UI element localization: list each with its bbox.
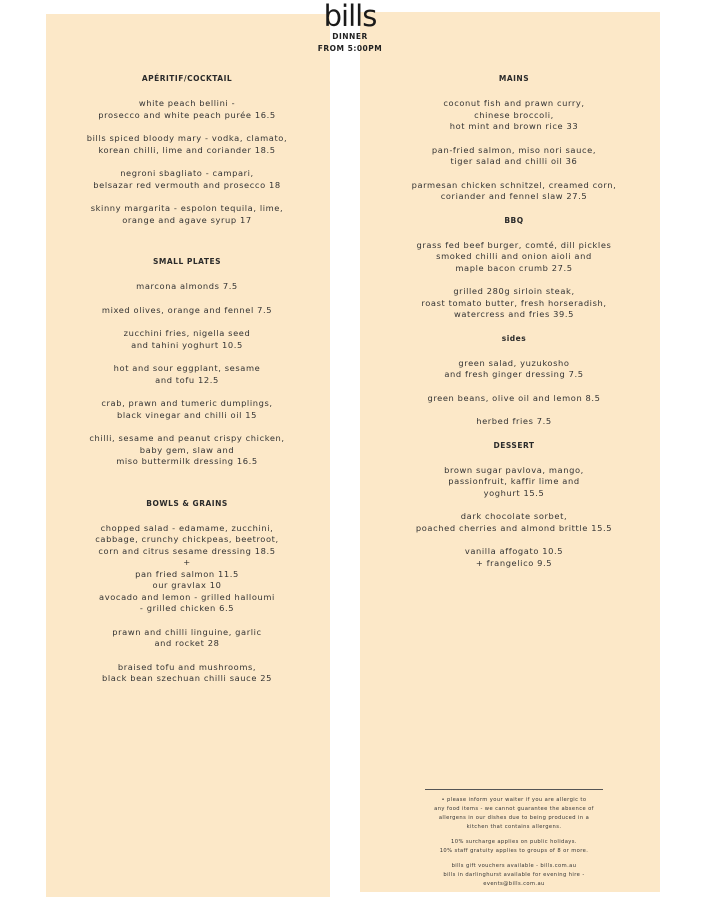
menu-section-sides	[372, 333, 656, 428]
menu-item-line: roast tomato butter, fresh horseradish,	[421, 297, 607, 308]
menu-item-line: white peach bellini -	[138, 98, 236, 108]
menu-item-line: our gravlax 10	[152, 580, 222, 590]
menu-item	[56, 305, 318, 317]
menu-item-line: miso buttermilk dressing 16.5	[116, 456, 258, 466]
menu-item-line: korean chilli, lime and coriander 18.5	[98, 144, 276, 155]
menu-item	[372, 145, 656, 168]
menu-item	[372, 546, 656, 569]
menu-item	[56, 433, 318, 468]
menu-item-line: braised tofu and mushrooms,	[117, 661, 257, 672]
menu-item	[372, 511, 656, 534]
menu-item-line: bills spiced bloody mary - vodka, clamato,	[86, 133, 288, 143]
menu-item-line: tiger salad and chilli oil 36	[450, 156, 578, 166]
menu-item	[56, 328, 318, 351]
menu-time: FROM 5:00PM	[317, 44, 383, 53]
menu-item-line: coriander and fennel slaw 27.5	[440, 191, 588, 201]
menu-item	[372, 358, 656, 381]
menu-item	[56, 627, 318, 650]
footer-note-line: bills gift vouchers available - bills.com.au	[451, 863, 577, 869]
section-title: sides	[501, 333, 527, 343]
menu-item	[372, 180, 656, 203]
menu-item	[56, 168, 318, 191]
menu-item-line: hot and sour eggplant, sesame	[113, 363, 261, 373]
section-title: BOWLS & GRAINS	[146, 498, 228, 508]
menu-section-small-plates	[56, 256, 318, 468]
footer-divider	[425, 789, 603, 790]
footer-note	[412, 796, 616, 832]
menu-item-line: chopped salad - edamame, zucchini,	[100, 522, 274, 533]
menu-item-line: yoghurt 15.5	[483, 487, 545, 498]
menu-item	[372, 286, 656, 321]
section-title: APÉRITIF/COCKTAIL	[141, 74, 233, 83]
menu-item-line: maple bacon crumb 27.5	[455, 262, 573, 273]
menu-item	[56, 98, 318, 121]
menu-item-line: pan fried salmon 11.5	[135, 568, 239, 579]
footer-note-line: events@bills.com.au	[483, 881, 545, 887]
menu-item-line: corn and citrus sesame dressing 18.5	[98, 545, 276, 556]
menu-item-line: grass fed beef burger, comté, dill pickles	[416, 239, 612, 250]
menu-item	[56, 133, 318, 156]
menu-item	[56, 398, 318, 421]
menu-section-ap-ritif-cocktail	[56, 73, 318, 226]
menu-item-line: crab, prawn and tumeric dumplings,	[101, 398, 273, 408]
footer-notes	[412, 796, 616, 889]
footer-note-line: 10% staff gratuity applies to groups of 8 or more.	[439, 848, 589, 854]
menu-item-line: black vinegar and chilli oil 15	[116, 409, 258, 420]
menu-item-line: prosecco and white peach purée 16.5	[98, 109, 276, 120]
menu-subtitle: DINNER	[332, 32, 368, 41]
menu-item-line: green beans, olive oil and lemon 8.5	[427, 392, 601, 403]
menu-item-line: hot mint and brown rice 33	[449, 121, 579, 131]
menu-item-line: mixed olives, orange and fennel 7.5	[101, 304, 273, 315]
menu-item-line: and tofu 12.5	[155, 374, 219, 385]
menu-item	[56, 363, 318, 386]
menu-header	[300, 0, 400, 55]
footer-note-line: bills in darlinghurst available for evening hire -	[443, 872, 585, 878]
footer-note-line: 10% surcharge applies on public holidays.	[451, 839, 577, 845]
menu-item-line: baby gem, slaw and	[139, 444, 235, 455]
menu-item	[56, 523, 318, 615]
menu-item-line: herbed fries 7.5	[476, 416, 552, 426]
menu-item-line: prawn and chilli linguine, garlic	[112, 626, 262, 637]
menu-item-line: pan-fried salmon, miso nori sauce,	[431, 144, 597, 155]
footer-note-line: kitchen that contains allergens.	[466, 824, 562, 830]
menu-item-line: and fresh ginger dressing 7.5	[444, 369, 584, 379]
menu-item-line: avocado and lemon - grilled halloumi	[99, 591, 275, 602]
menu-column-right	[372, 73, 656, 581]
footer-note-line: allergens in our dishes due to being produced in a	[438, 815, 590, 821]
menu-item-line: brown sugar pavlova, mango,	[444, 464, 584, 475]
bills-logo: bills	[323, 0, 377, 33]
menu-item-line: and rocket 28	[154, 638, 220, 648]
menu-footer	[412, 789, 616, 895]
menu-section-bowls-grains	[56, 498, 318, 685]
menu-item	[372, 416, 656, 428]
menu-item	[372, 240, 656, 275]
menu-item-line: zucchini fries, nigella seed	[123, 328, 251, 338]
section-title: SMALL PLATES	[153, 257, 221, 266]
menu-item	[372, 98, 656, 133]
section-title: MAINS	[498, 74, 530, 83]
menu-item-line: + frangelico 9.5	[475, 557, 553, 568]
menu-column-left	[56, 73, 318, 697]
menu-item-line: black bean szechuan chilli sauce 25	[101, 673, 273, 683]
menu-item	[372, 465, 656, 500]
menu-item-line: belsazar red vermouth and prosecco 18	[93, 179, 281, 190]
menu-item-line: chinese broccoli,	[474, 109, 554, 120]
menu-item-line: and tahini yoghurt 10.5	[131, 339, 243, 350]
menu-item-line: dark chocolate sorbet,	[460, 511, 568, 521]
menu-item-line: +	[183, 557, 191, 567]
menu-item-line: negroni sbagliato - campari,	[120, 168, 254, 178]
menu-item-line: cabbage, crunchy chickpeas, beetroot,	[95, 534, 279, 544]
menu-item-line: orange and agave syrup 17	[122, 214, 252, 225]
menu-item-line: chilli, sesame and peanut crispy chicken,	[89, 433, 285, 443]
menu-item-line: parmesan chicken schnitzel, creamed corn,	[411, 179, 617, 190]
menu-section-bbq	[372, 215, 656, 321]
menu-item-line: green salad, yuzukosho	[458, 357, 570, 368]
footer-note-line: any food items - we cannot guarantee the absence of	[434, 806, 594, 812]
menu-item-line: coconut fish and prawn curry,	[443, 98, 585, 108]
footer-note	[412, 862, 616, 889]
menu-item	[372, 393, 656, 405]
section-title: DESSERT	[493, 440, 535, 450]
footer-note-line: • please inform your waiter if you are allergic to	[441, 797, 587, 803]
menu-item-line: - grilled chicken 6.5	[139, 603, 235, 613]
menu-item-line: watercress and fries 39.5	[453, 309, 575, 319]
footer-note	[412, 838, 616, 856]
section-title: BBQ	[504, 215, 524, 225]
menu-item	[56, 281, 318, 293]
menu-section-dessert	[372, 440, 656, 570]
menu-item-line: skinny margarita - espolon tequila, lime,	[90, 203, 284, 213]
menu-item-line: passionfruit, kaffir lime and	[448, 476, 580, 486]
menu-item-line: marcona almonds 7.5	[136, 281, 238, 291]
menu-item-line: smoked chilli and onion aioli and	[436, 251, 592, 261]
menu-item-line: poached cherries and almond brittle 15.5	[415, 522, 613, 533]
menu-item-line: grilled 280g sirloin steak,	[453, 286, 575, 296]
menu-item	[56, 203, 318, 226]
menu-item-line: vanilla affogato 10.5	[464, 546, 564, 556]
menu-item	[56, 662, 318, 685]
menu-section-mains	[372, 73, 656, 203]
